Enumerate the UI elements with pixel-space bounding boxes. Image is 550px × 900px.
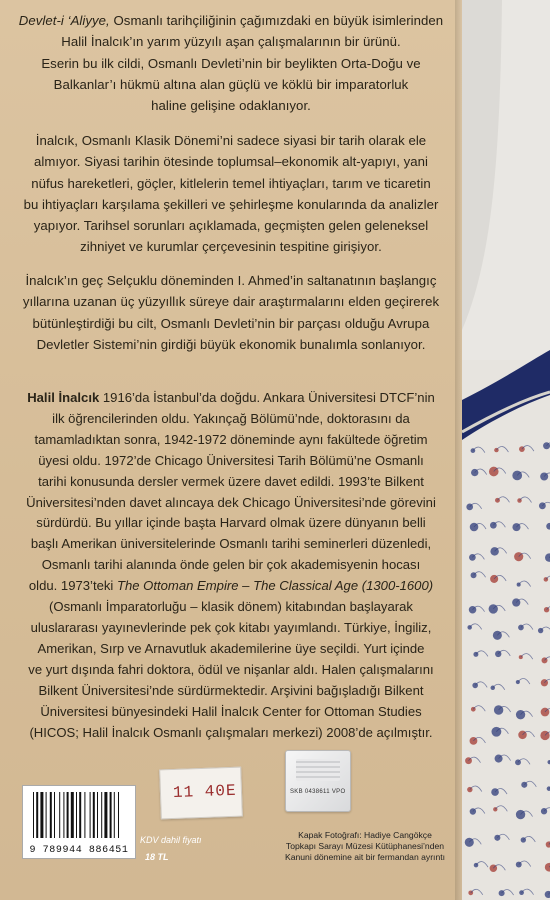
bio-line: Bilkent Üniversitesi’nde sürdürmektedir. Arşivini bağışladığı Bilkent	[38, 682, 424, 698]
barcode-bar	[59, 792, 60, 838]
barcode-bar	[71, 792, 74, 838]
synopsis-paragraph-3	[0, 270, 462, 355]
synopsis-line: İnalcık, Osmanlı Klasik Dönemi’ni sadece siyasi bir tarih olarak ele	[35, 133, 427, 148]
barcode-bar	[33, 792, 34, 838]
barcode-bar	[104, 792, 107, 838]
barcode-bar	[110, 792, 112, 838]
synopsis-line: haline gelişine odaklanıyor.	[151, 98, 311, 114]
sticker-price: 11 40E	[172, 781, 237, 802]
barcode-bar	[90, 792, 91, 838]
bio-line: ve yurt dışında fahri doktora, ödül ve nişanlar aldı. Halen çalışmalarını	[28, 661, 434, 677]
bio-line: üyesi oldu. 1972’de Chicago Üniversitesi Tarih Bölümü’ne Osmanlı	[38, 452, 424, 468]
tile-flower	[545, 891, 550, 898]
bio-text: oldu. 1973’teki	[28, 578, 117, 594]
hologram-icon	[296, 759, 340, 781]
barcode-bar	[79, 792, 81, 838]
barcode-bar	[84, 792, 85, 838]
barcode-bar	[93, 792, 95, 838]
bio-line: uluslararası yayınevlerinde pek çok kitabı yayımlandı. Türkiye, İngiliz,	[30, 619, 432, 635]
synopsis-line: bu ihtiyaçları karşılama şekilleri ve şehirleşme konularında da analizler	[23, 196, 439, 212]
synopsis-text: Osmanlı tarihçiliğinin çağımızdaki en büyük isimlerinden	[109, 13, 444, 28]
tile-flower	[545, 553, 550, 561]
bio-line: tamamladıktan sonra, 1942-1972 döneminde aynı fakültede öğretim	[34, 431, 428, 447]
author-name: Halil İnalcık	[27, 390, 100, 405]
synopsis-line: Halil İnalcık’ın yarım yüzyılı aşan çalışmalarının bir ürünü.	[61, 34, 401, 50]
floral-pattern-icon	[462, 0, 550, 900]
bio-line: Üniversitesi’nden davet alıncaya dek Chicago Üniversitesi’nde görevini	[26, 494, 436, 510]
isbn-number: 9 789944 886451	[29, 845, 129, 856]
barcode-bar	[40, 792, 43, 838]
bio-text: 1916’da İstanbul’da doğdu. Ankara Üniversitesi DTCF’nin	[99, 390, 435, 405]
synopsis-paragraph-2	[0, 130, 462, 258]
library-security-sticker	[285, 750, 351, 812]
barcode-bar	[67, 792, 69, 838]
barcode-bar	[63, 792, 64, 838]
credit-line: Topkapı Sarayı Müzesi Kütüphanesi’nden	[285, 841, 445, 851]
barcode-bar	[76, 792, 77, 838]
credit-line: Kanuni dönemine ait bir fermandan ayrıntı	[284, 852, 446, 862]
bio-line: tarihi konusunda dersler vermek üzere davet edildi. 1993’te Bilkent	[38, 473, 424, 489]
bio-line: Üniversitesi bünyesindeki Halil İnalcık Center for Ottoman Studies	[40, 703, 422, 719]
synopsis-line: İnalcık’ın geç Selçuklu döneminden I. Ahmed’in saltanatının başlangıç	[25, 273, 437, 288]
barcode-bars	[29, 792, 129, 840]
bio-line: ilk öğrencilerinden oldu. Yakınçağ Bölümü’nde, doktorasını da	[52, 410, 410, 426]
bio-line: başlı Amerikan üniversitelerinde Osmanlı tarihi seminerleri düzenledi,	[30, 536, 432, 552]
synopsis-line: yapıyor. Tarihsel sorunları açıklamada, geçmişten gelen geleneksel	[33, 218, 429, 234]
barcode-bar	[50, 792, 52, 838]
barcode-bar	[97, 792, 98, 838]
author-bio	[0, 388, 462, 743]
barcode-bar	[101, 792, 102, 838]
bio-line: (Osmanlı İmparatorluğu – klasik dönem) kitabından başlayarak	[49, 599, 413, 615]
bio-line: Osmanlı tarihi alanında önde gelen bir çok akademisyenin hocası	[41, 557, 421, 573]
book-title: The Ottoman Empire – The Classical Age (1300-1600)	[116, 578, 434, 594]
tile-flower	[546, 523, 550, 530]
barcode-bar	[46, 792, 47, 838]
sticker-code: SKB 0438611 VPO	[290, 789, 346, 795]
barcode-bar	[54, 792, 55, 838]
barcode-bar	[118, 792, 119, 838]
synopsis-line: nüfus hareketleri, göçler, kitlelerin temel ihtiyaçları, tarım ve ticaretin	[31, 175, 431, 191]
synopsis-paragraph-1	[0, 10, 462, 116]
ottoman-tile-strip	[462, 0, 550, 900]
synopsis-line: zihniyet ve kurumlar çerçevesinin tespitine girişiyor.	[80, 239, 382, 255]
bio-line	[0, 576, 462, 597]
barcode-bar	[36, 792, 38, 838]
price-label: KDV dahil fiyatı	[140, 835, 202, 845]
bio-line: (HICOS; Halil İnalcık Osmanlı çalışmaları merkezi) 2008’de açılmıştır.	[29, 724, 433, 740]
price-value: 18 TL	[145, 852, 169, 862]
synopsis-line: Devletler Sistemi’nin girdiği büyük ekonomik bunalımla sonlanıyor.	[36, 336, 426, 352]
cover-photo-credit	[270, 830, 460, 863]
synopsis-line: bütünleştirdiği bu cilt, Osmanlı Devleti’nin bir parçası olduğu Avrupa	[32, 315, 430, 331]
bio-line	[0, 388, 462, 409]
series-title: Devlet-i ‘Aliyye,	[18, 13, 110, 28]
synopsis-line: Balkanlar’ı hükmü altına alan güçlü ve köklü bir imparatorluk	[53, 76, 409, 92]
synopsis-line: yıllarına uzanan üç yüzyıllık süreye dair araştırmalarını elden geçirerek	[22, 294, 440, 310]
isbn-barcode	[22, 785, 136, 859]
price-sticker	[159, 767, 243, 820]
bio-line: sürdürdü. Bu yıllar içinde başta Harvard olmak üzere dünyanın belli	[36, 515, 426, 531]
barcode-bar	[114, 792, 115, 838]
synopsis-line	[0, 10, 462, 31]
credit-line: Kapak Fotoğrafı: Hadiye Cangökçe	[298, 830, 432, 840]
bio-line: Amerikan, Sırp ve Arnavutluk akademilerine üye seçildi. Yurt içinde	[37, 640, 425, 656]
synopsis-line: almıyor. Siyasi tarihin ötesinde toplumsal–ekonomik alt-yapıyı, yani	[33, 154, 429, 170]
synopsis-line: Eserin bu ilk cildi, Osmanlı Devleti’nin bir beylikten Orta-Doğu ve	[41, 55, 421, 71]
